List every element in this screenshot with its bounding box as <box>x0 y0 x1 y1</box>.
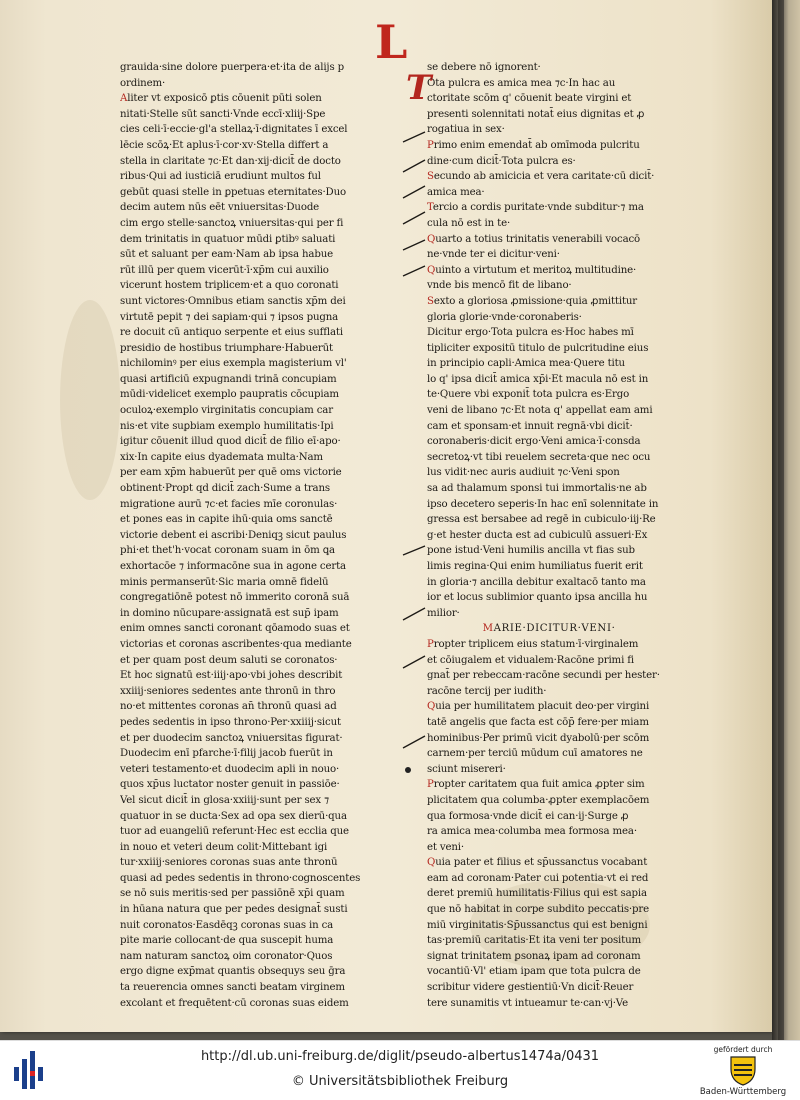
text-line: se nō suis meritis·sed per passiōnē xp̄i quam <box>120 888 345 900</box>
text-line: quasi ad pedes sedentis in throno·cognoscentes <box>120 872 361 884</box>
text-line: sciunt misereri· <box>427 763 506 775</box>
text-line: te·Quere vbi exponit̄ tota pulcra es·Ergo <box>427 389 630 401</box>
text-line: Duodecim enī pfarche·ī·filij jacob fuerūt in <box>120 748 333 760</box>
text-line: phi·et thet'h·vocat coronam suam in ōm ꝗa <box>120 545 335 557</box>
text-line: lus vidit·nec auris audiuit ⁊c·Veni spon <box>427 467 620 479</box>
text-line: xxiiij·seniores sedentes ante thronū in thro <box>120 685 336 697</box>
paper-stain <box>60 300 120 500</box>
margin-paragraph-marks <box>395 100 435 800</box>
text-line: dine·cum dicit̄·Tota pulcra es· <box>427 155 576 167</box>
text-line: secretoꝝ·vt tibi reuelem secreta·que nec ocu <box>427 451 651 463</box>
text-line: se debere nō ignorent· <box>427 62 541 73</box>
text-line: deret premiū humilitatis·Filius qui est sapia <box>427 888 647 900</box>
tota-initial: T <box>406 68 432 108</box>
text-line: veni de libano ⁊c·Et nota q' appellat eam ami <box>427 405 653 417</box>
text-line: igitur cōuenit illud quod dicit̄ de filio eī·apo· <box>120 436 341 448</box>
text-line: nuit coronatos·Easdēqꝫ coronas suas in ca <box>120 919 334 931</box>
text-line: vicerunt hostem triplicem·et a quo coronati <box>120 280 339 292</box>
text-line: excolant et frequētent·cū coronas suas eidem <box>120 997 349 1009</box>
text-line: nitati·Stelle sūt sancti·Vnde eccī·xliij·Spe <box>120 108 326 120</box>
text-line: nam naturam sanctoꝝ oim coronator·Quos <box>120 950 333 962</box>
margin-dot <box>405 767 411 773</box>
text-line: hominibus·Per primū vicit dyabolū·per scōm <box>427 732 650 744</box>
text-line: que nō habitat in corpe subdito peccatis·pre <box>427 904 649 916</box>
text-line: tur·xxiiij·seniores coronas suas ante thronū <box>120 857 338 869</box>
text-line: no·et mittentes coronas an̄ thronū quasi ad <box>120 701 337 713</box>
text-line: Propter caritatem qua fuit amica ꝓpter sim <box>427 779 645 791</box>
text-line: plicitatem qua columba·ꝓpter exemplacōem <box>427 794 650 806</box>
text-line: ta reuerencia omnes sancti beatam virginem <box>120 982 345 994</box>
text-line: tas·premiū caritatis·Et ita veni ter positum <box>427 935 642 947</box>
text-line: cula nō est in te· <box>427 217 511 229</box>
text-line: limis regina·Qui enim humiliatus fuerit erit <box>427 561 643 572</box>
text-line: Quarto a totius trinitatis venerabili vocacō <box>427 233 641 245</box>
text-line: per eam xp̄m habuerūt per quē oms victorie <box>120 467 342 479</box>
text-line: ergo digne exp̄mat quantis obsequys seu ḡra <box>120 966 346 978</box>
text-line: Secundo ab amicicia et vera caritate·cū dicit̄· <box>427 171 655 183</box>
text-line: tuor ad euangeliū referunt·Hec est ecclia que <box>120 826 349 838</box>
text-line: presidio de hostibus triumphare·Habuerūt <box>120 342 334 354</box>
text-line: qua formosa·vnde dicit̄ ei can·ij·Surge ꝓ <box>427 810 629 822</box>
text-line: ior et locus sublimior quanto ipsa ancilla hu <box>427 592 648 604</box>
text-line: cim ergo stelle·sanctoꝝ vniuersitas·qui per fi <box>120 217 344 229</box>
funder-name: Baden-Württemberg <box>699 1087 787 1097</box>
text-line: oculoꝝ·exemplo virginitatis concupiam car <box>120 405 333 417</box>
text-line: lo q' ipsa dicit̄ amica xp̄i·Et macula nō est in <box>427 373 649 385</box>
text-line: in hūana natura que per pedes designat̄ susti <box>120 904 348 916</box>
text-line: dem trinitatis in quatuor mūdi ꝑtibꝰ saluati <box>120 233 336 245</box>
text-line: ordinem· <box>120 77 166 89</box>
text-line: in principio capli·Amica mea·Quere titu <box>427 358 625 370</box>
text-line: Quia pater et filius et sp̄ussanctus vocabant <box>427 857 648 869</box>
text-line: Dicitur ergo·Tota pulcra es·Hoc habes mī <box>427 327 634 339</box>
text-line: g·et hester ducta est ad cubiculū assueri·Ex <box>427 529 648 541</box>
text-line: congregatiōnē potest nō immerito coronā suā <box>120 592 350 604</box>
book-gutter <box>772 0 800 1040</box>
text-line: signat trinitatem ꝑsonaꝝ ipam ad coronam <box>427 950 641 962</box>
text-line: et cōiugalem et vidualem·Racōne primi fi <box>427 654 634 666</box>
viewer-footer <box>0 1040 800 1100</box>
text-line: decim autem nūs eēt vniuersitas·Duode <box>120 202 320 214</box>
text-line: cam et sponsam·et innuit regnā·vbi dicit̄· <box>427 420 633 432</box>
text-line: et per quam post deum saluti se coronatos· <box>120 654 338 666</box>
text-line: tere sunamitis vt intueamur te·can·vj·Ve <box>427 997 628 1009</box>
text-line: Sexto a gloriosa ꝓmissione·quia ꝓmittitur <box>427 295 638 307</box>
text-line: virtutē pepit ⁊ dei sapiam·qui ⁊ ipsos pugna <box>120 311 339 323</box>
text-line: mūdi·videlicet exemplo paupratis cōcupiam <box>120 389 339 401</box>
text-line: milior· <box>427 607 460 619</box>
text-line: enim omnes sancti coronant qōamodo suas et <box>120 623 350 635</box>
funded-by-label: gefördert durch <box>713 1045 773 1054</box>
text-line: sūt et saluant per eam·Nam ab ipsa habue <box>120 249 334 261</box>
text-line: ne·vnde ter ei dicitur·veni· <box>427 249 560 261</box>
text-line: re docuit cū antiquo serpente et eius sufflati <box>120 327 343 339</box>
text-line: in nouo et veteri deum colit·Mittebant igi <box>120 841 328 853</box>
text-line: quos xp̄us luctator noster genuit in passiōe· <box>120 779 340 791</box>
text-line: nis·et vite suꝑbiam exemplo humilitatis·Ipi <box>120 420 334 432</box>
text-line: stella in claritate ⁊c·Et dan·xij·dicit̄ de docto <box>120 155 341 167</box>
chapter-initial: L <box>375 15 408 69</box>
text-line: et per duodecim sanctoꝝ vniuersitas figurat· <box>120 732 343 744</box>
text-line: ribus·Qui ad iusticiā erudiunt multos ful <box>120 171 321 183</box>
text-line: grauida·sine dolore puerpera·et·ita de alijs p <box>120 62 344 73</box>
document-url-link[interactable]: http://dl.ub.uni-freiburg.de/diglit/pseudo-albertus1474a/0431 <box>200 1049 600 1064</box>
text-line: gnat̄ per rebeccam·racōne secundi per hester· <box>427 670 660 682</box>
text-line: nichilominꝰ per eius exempla magisterium vl' <box>120 358 347 370</box>
text-line: rūt illū per quem vicerūt·ī·xp̄m cui auxilio <box>120 264 329 276</box>
text-line: MARIE·DICITUR·VENI· <box>482 623 616 635</box>
text-line: vnde bis mencō fit de libano· <box>427 280 572 292</box>
text-line: scribitur videre gestientiū·Vn dicit̄·Reuer <box>427 982 634 994</box>
text-line: victorias et coronas ascribentes·qua mediante <box>120 638 352 650</box>
funder-badge <box>690 1045 796 1097</box>
text-line: carnem·per terciū mūdum cuī amatores ne <box>427 748 643 760</box>
text-line: vocantiū·Vl' etiam ipam que tota pulcra de <box>427 966 641 978</box>
binding-shadow <box>778 0 784 1040</box>
text-line: cies celi·ī·eccie·gl'a stellaꝝ·ī·dignitates ī excel <box>120 124 348 136</box>
text-line: et pones eas in capite ihū·quia oms sanctē <box>120 514 333 526</box>
text-line: Quia per humilitatem placuit deo·per virgini <box>427 701 650 713</box>
text-line: Primo enim emendat̄ ab omīmoda pulcritu <box>427 139 640 151</box>
text-line: Quinto a virtutum et meritoꝝ multitudine· <box>427 264 637 276</box>
left-text-column <box>120 60 368 1011</box>
text-line: Ota pulcra es amica mea ⁊c·In hac au <box>427 77 616 89</box>
text-line: victorie debent ei ascribi·Deniqꝫ sicut paulus <box>120 529 347 541</box>
text-line: sunt victores·Omnibus etiam sanctis xp̄m dei <box>120 295 346 307</box>
text-line: pone istud·Veni humilis ancilla vt fias sub <box>427 545 635 557</box>
text-line: eam ad coronam·Pater cui potentia·vt ei red <box>427 872 649 884</box>
text-line: gebūt quasi stelle in ꝑpetuas eternitates·Duo <box>120 186 346 198</box>
text-line: coronaberis·dicit ergo·Veni amica·ī·consda <box>427 436 641 448</box>
text-line: ctoritate scōm q' cōuenit beate virgini et <box>427 93 632 105</box>
text-line: Tercio a cordis puritate·vnde subditur·⁊ ma <box>427 202 644 214</box>
text-line: lēcie scōꝝ·Et aplus·ī·cor·xv·Stella differt a <box>120 139 329 151</box>
copyright-notice: © Universitätsbibliothek Freiburg <box>291 1074 509 1089</box>
text-line: pite marie collocant·de qua suscepit huma <box>120 935 334 947</box>
text-line: veteri testamento·et duodecim apli in nouo· <box>120 763 340 775</box>
text-line: in gloria·⁊ ancilla debitur exaltacō tanto ma <box>427 576 646 588</box>
text-line: racōne tercij per iudith· <box>427 685 547 697</box>
text-line: tipliciter expositū titulo de pulcritudine eius <box>427 342 649 354</box>
text-line: miū virginitatis·Sp̄ussanctus qui est benigni <box>427 919 648 931</box>
text-line: amica mea· <box>427 186 485 198</box>
text-line: Aliter vt exposicō ꝑtis cōuenit pūti solen <box>120 93 322 105</box>
text-line: rogatiua in sex· <box>427 124 505 136</box>
text-line: Vel sicut dicit̄ in glosa·xxiiij·sunt per sex ⁊ <box>120 794 330 806</box>
text-line: ipso decetero seperis·In hac enī solennitate in <box>427 498 659 510</box>
text-line: et veni· <box>427 841 465 853</box>
text-line: ra amica mea·columba mea formosa mea· <box>427 826 637 838</box>
text-line: pedes sedentis in ipso throno·Per·xxiiij·sicut <box>120 716 341 728</box>
text-line: gressa est bersabee ad regē in cubiculo·iij·Re <box>427 514 656 526</box>
text-line: tatē angelis que facta est cōp̄ fere·per miam <box>427 716 649 728</box>
text-line: minis permanserūt·Sic maria omnē fidelū <box>120 576 329 588</box>
text-line: sa ad thalamum sponsi tui immortalis·ne ab <box>427 483 647 495</box>
baden-wuerttemberg-crest-icon <box>726 1055 760 1087</box>
right-text-column <box>427 60 671 1011</box>
text-line: quasi artificiū expugnandi trinā concupiam <box>120 373 337 385</box>
text-line: gloria glorie·vnde·coronaberis· <box>427 311 582 323</box>
text-line: exhortacōe ⁊ informacōne sua in agone certa <box>120 561 346 572</box>
text-line: obtinent·Propt qd dicit̄ zach·Sume a trans <box>120 483 330 495</box>
text-line: in domino nūcupare·assignatā est sup̄ ipam <box>120 607 339 619</box>
text-line: xix·In capite eius dyademata multa·Nam <box>120 451 323 463</box>
text-line: Propter triplicem eius statum·ī·virginalem <box>427 638 639 650</box>
text-line: migratione aurū ⁊c·et facies mīe coronulas· <box>120 498 338 510</box>
text-line: presenti solennitati notat̄ eius dignitas et ꝓ <box>427 108 645 120</box>
text-line: quatuor in se ducta·Sex ad opa sex dierū·qua <box>120 810 347 822</box>
text-line: Et hoc signatū est·iiij·apo·vbi johes describit <box>120 670 343 682</box>
